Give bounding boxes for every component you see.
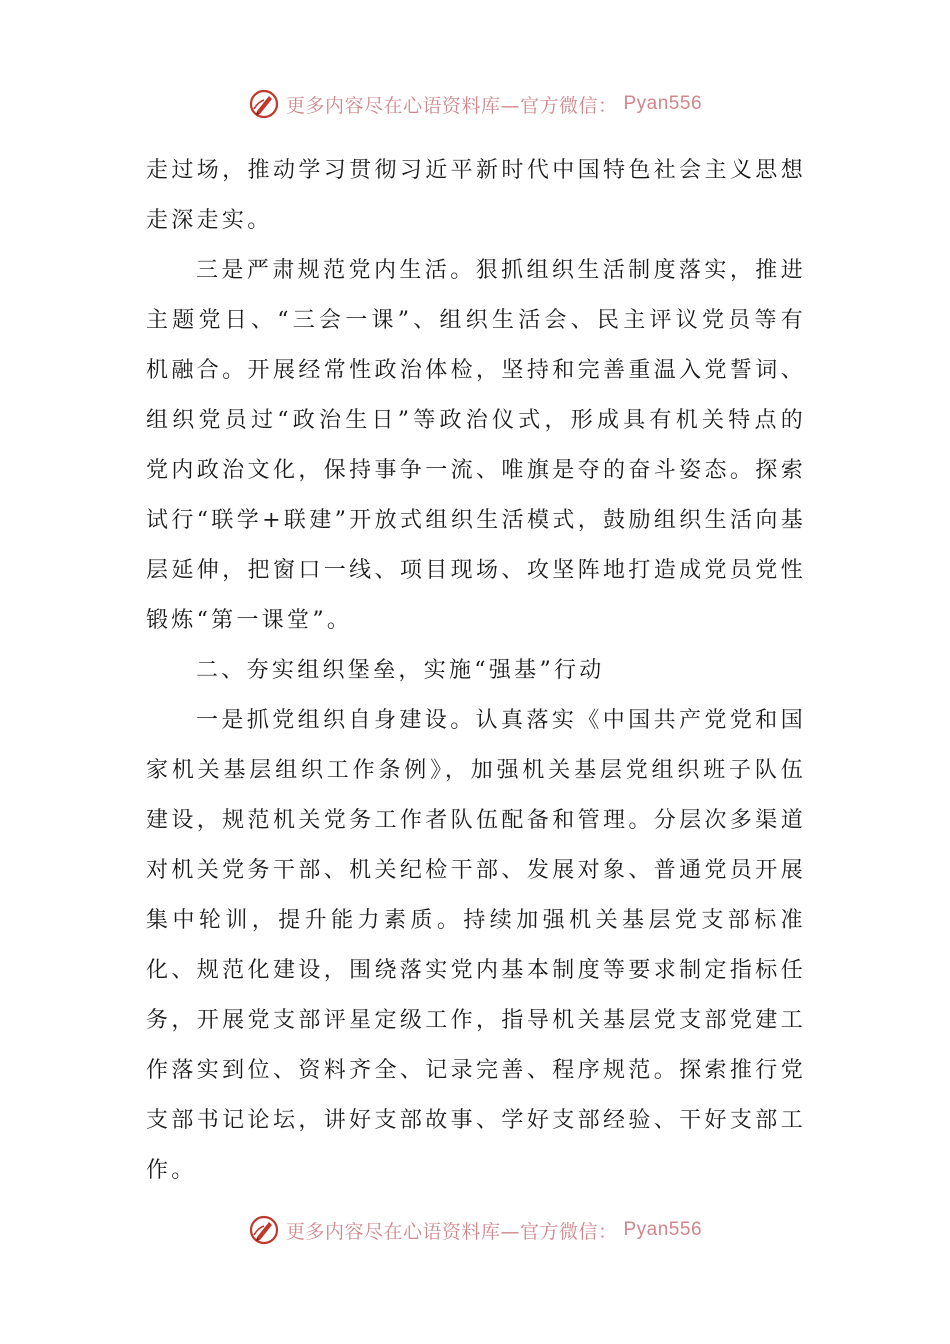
- watermark-header: [0, 84, 950, 124]
- watermark-wechat-id: Pyan556: [623, 1219, 703, 1240]
- paragraph-party-organization-building: 一是抓党组织自身建设。认真落实《中国共产党党和国家机关基层组织工作条例》，加强机关基层党组织班子队伍建设，规范机关党务工作者队伍配备和管理。分层次多渠道对机关党务干部、机关纪检干部、发展对象、普通党员开展集中轮训，提升能力素质。持续加强机关基层党支部标准化、规范化建设，围绕落实党内基本制度等要求制定指标任务，开展党支部评星定级工作，指导机关基层党支部党建工作落实到位、资料齐全、记录完善、程序规范。探索推行党支部书记论坛，讲好支部故事、学好支部经验、干好支部工作。: [146, 708, 806, 1183]
- watermark-text: 更多内容尽在心语资料库—官方微信：: [285, 1220, 618, 1243]
- watermark-text: 更多内容尽在心语资料库—官方微信：: [285, 94, 618, 117]
- document-body: [146, 146, 806, 1196]
- section-heading-strengthen-foundation: 二、夯实组织堡垒，实施“强基”行动: [196, 658, 605, 683]
- watermark-wechat-id: Pyan556: [623, 93, 703, 114]
- watermark-footer: [0, 1210, 950, 1250]
- pen-logo-icon: [248, 1214, 280, 1246]
- paragraph-party-life: 三是严肃规范党内生活。狠抓组织生活制度落实，推进主题党日、“三会一课”、组织生活会、民主评议党员等有机融合。开展经常性政治体检，坚持和完善重温入党誓词、组织党员过“政治生日”等政治仪式，形成具有机关特点的党内政治文化，保持事争一流、唯旗是夺的奋斗姿态。探索试行“联学+联建”开放式组织生活模式，鼓励组织生活向基层延伸，把窗口一线、项目现场、攻坚阵地打造成党员党性锻炼“第一课堂”。: [146, 258, 806, 633]
- pen-logo-icon: [248, 88, 280, 120]
- paragraph-continuation: 走过场，推动学习贯彻习近平新时代中国特色社会主义思想走深走实。: [146, 158, 806, 233]
